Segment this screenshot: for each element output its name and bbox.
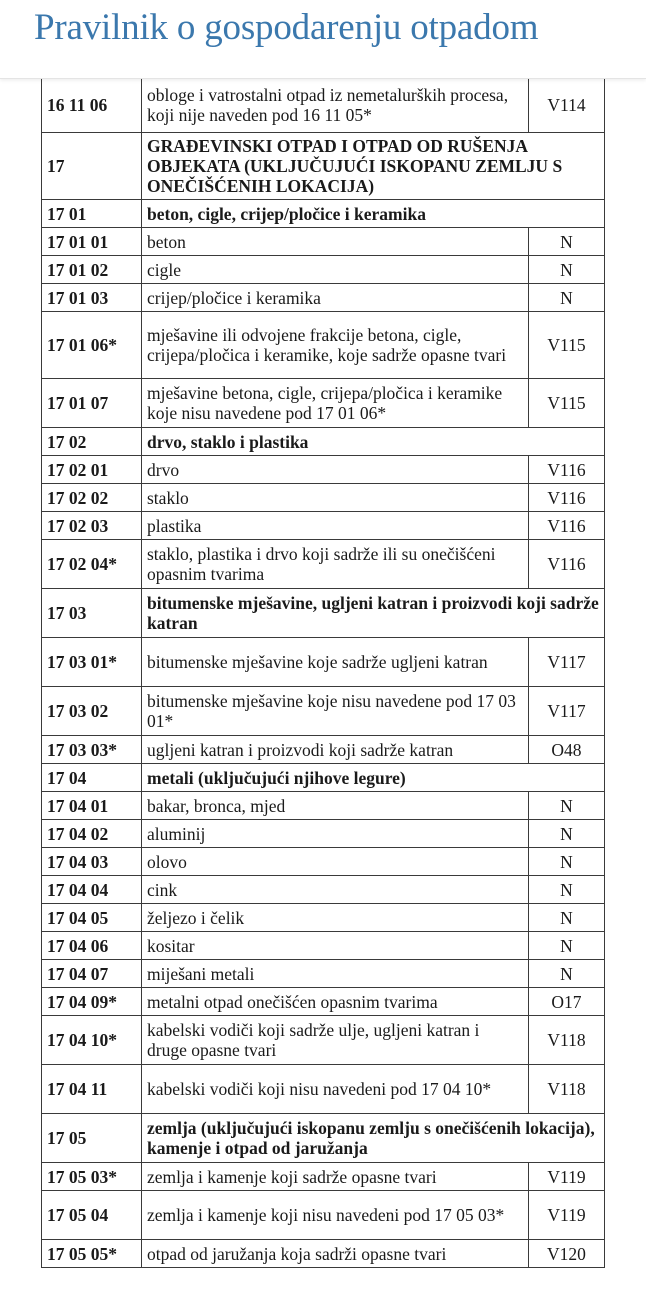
table-row (42, 1065, 605, 1114)
waste-code: 17 02 02 (42, 484, 142, 512)
waste-designation: V114 (529, 65, 605, 133)
waste-description: crijep/pločice i keramika (142, 284, 529, 312)
waste-designation: V119 (529, 1163, 605, 1191)
waste-code: 17 03 (42, 589, 142, 638)
table-row (42, 456, 605, 484)
waste-code: 17 04 03 (42, 848, 142, 876)
waste-designation: N (529, 876, 605, 904)
waste-code: 17 03 01* (42, 638, 142, 687)
waste-code: 17 01 (42, 200, 142, 228)
waste-description: željezo i čelik (142, 904, 529, 932)
waste-code: 17 04 04 (42, 876, 142, 904)
waste-code: 17 05 (42, 1114, 142, 1163)
waste-code: 17 05 05* (42, 1240, 142, 1268)
waste-designation: N (529, 792, 605, 820)
waste-description: GRAĐEVINSKI OTPAD I OTPAD OD RUŠENJA OBJEKATA (UKLJUČUJUĆI ISKOPANU ZEMLJU S ONEČIŠĆENIH LOKACIJA) (142, 133, 605, 200)
waste-description: kabelski vodiči koji sadrže ulje, ugljeni katran i druge opasne tvari (142, 1016, 529, 1065)
table-row (42, 312, 605, 379)
waste-designation: V117 (529, 687, 605, 736)
waste-code: 17 03 03* (42, 736, 142, 764)
waste-code: 17 04 07 (42, 960, 142, 988)
table-group-row (42, 133, 605, 200)
waste-description: otpad od jaružanja koja sadrži opasne tvari (142, 1240, 529, 1268)
table-group-row (42, 200, 605, 228)
waste-code: 17 02 03 (42, 512, 142, 540)
waste-code: 17 04 06 (42, 932, 142, 960)
table-group-row (42, 1114, 605, 1163)
waste-code: 17 01 06* (42, 312, 142, 379)
table-row (42, 960, 605, 988)
waste-description: mješavine betona, cigle, crijepa/pločica i keramike koje nisu navedene pod 17 01 06* (142, 379, 529, 428)
table-group-row (42, 589, 605, 638)
waste-catalogue-table-container (41, 64, 605, 1268)
waste-description: bakar, bronca, mjed (142, 792, 529, 820)
waste-description: drvo, staklo i plastika (142, 428, 605, 456)
waste-designation: N (529, 904, 605, 932)
waste-designation: O17 (529, 988, 605, 1016)
waste-code: 17 02 01 (42, 456, 142, 484)
waste-code: 17 04 05 (42, 904, 142, 932)
waste-description: staklo, plastika i drvo koji sadrže ili su onečišćeni opasnim tvarima (142, 540, 529, 589)
waste-description: metali (uključujući njihove legure) (142, 764, 605, 792)
table-row (42, 512, 605, 540)
waste-description: bitumenske mješavine, ugljeni katran i proizvodi koji sadrže katran (142, 589, 605, 638)
waste-code: 16 11 06 (42, 65, 142, 133)
waste-designation: N (529, 848, 605, 876)
table-row (42, 876, 605, 904)
table-row (42, 687, 605, 736)
waste-designation: N (529, 228, 605, 256)
waste-description: cigle (142, 256, 529, 284)
waste-code: 17 04 02 (42, 820, 142, 848)
waste-designation: N (529, 820, 605, 848)
table-row (42, 932, 605, 960)
waste-designation: V118 (529, 1065, 605, 1114)
waste-code: 17 02 (42, 428, 142, 456)
table-row (42, 228, 605, 256)
table-row (42, 848, 605, 876)
waste-designation: V118 (529, 1016, 605, 1065)
waste-description: bitumenske mješavine koje sadrže ugljeni katran (142, 638, 529, 687)
waste-designation: V116 (529, 540, 605, 589)
waste-code: 17 05 03* (42, 1163, 142, 1191)
waste-designation: N (529, 256, 605, 284)
waste-code: 17 01 01 (42, 228, 142, 256)
waste-description: kositar (142, 932, 529, 960)
waste-designation: N (529, 284, 605, 312)
waste-description: metalni otpad onečišćen opasnim tvarima (142, 988, 529, 1016)
waste-code: 17 04 09* (42, 988, 142, 1016)
table-row (42, 1191, 605, 1240)
waste-description: cink (142, 876, 529, 904)
table-row (42, 988, 605, 1016)
waste-designation: V120 (529, 1240, 605, 1268)
waste-designation: N (529, 932, 605, 960)
waste-description: aluminij (142, 820, 529, 848)
waste-designation: V116 (529, 484, 605, 512)
waste-code: 17 01 02 (42, 256, 142, 284)
waste-code: 17 03 02 (42, 687, 142, 736)
waste-designation: V116 (529, 512, 605, 540)
table-row (42, 792, 605, 820)
table-group-row (42, 764, 605, 792)
waste-code: 17 04 01 (42, 792, 142, 820)
waste-description: plastika (142, 512, 529, 540)
waste-description: olovo (142, 848, 529, 876)
waste-description: beton (142, 228, 529, 256)
waste-description: beton, cigle, crijep/pločice i keramika (142, 200, 605, 228)
table-row (42, 540, 605, 589)
waste-code: 17 (42, 133, 142, 200)
table-row (42, 1016, 605, 1065)
waste-description: staklo (142, 484, 529, 512)
waste-description: ugljeni katran i proizvodi koji sadrže katran (142, 736, 529, 764)
table-row (42, 820, 605, 848)
waste-designation: O48 (529, 736, 605, 764)
waste-description: zemlja (uključujući iskopanu zemlju s onečišćenih lokacija), kamenje i otpad od jaružanja (142, 1114, 605, 1163)
page-header (0, 0, 646, 79)
table-row (42, 1163, 605, 1191)
table-row (42, 904, 605, 932)
waste-designation: V115 (529, 312, 605, 379)
table-body (42, 65, 605, 1268)
waste-code: 17 05 04 (42, 1191, 142, 1240)
waste-description: mješavine ili odvojene frakcije betona, cigle, crijepa/pločica i keramike, koje sadrže opasne tvari (142, 312, 529, 379)
waste-designation: N (529, 960, 605, 988)
waste-description: drvo (142, 456, 529, 484)
waste-designation: V119 (529, 1191, 605, 1240)
waste-description: miješani metali (142, 960, 529, 988)
waste-code: 17 01 07 (42, 379, 142, 428)
waste-designation: V115 (529, 379, 605, 428)
waste-code: 17 04 11 (42, 1065, 142, 1114)
table-row (42, 284, 605, 312)
table-row (42, 1240, 605, 1268)
waste-code: 17 01 03 (42, 284, 142, 312)
waste-catalogue-table (41, 64, 605, 1268)
waste-code: 17 02 04* (42, 540, 142, 589)
table-row (42, 379, 605, 428)
waste-description: kabelski vodiči koji nisu navedeni pod 17 04 10* (142, 1065, 529, 1114)
waste-description: obloge i vatrostalni otpad iz nemetalurških procesa, koji nije naveden pod 16 11 05* (142, 65, 529, 133)
waste-description: zemlja i kamenje koji sadrže opasne tvari (142, 1163, 529, 1191)
waste-code: 17 04 (42, 764, 142, 792)
waste-code: 17 04 10* (42, 1016, 142, 1065)
table-row (42, 256, 605, 284)
waste-description: zemlja i kamenje koji nisu navedeni pod 17 05 03* (142, 1191, 529, 1240)
waste-designation: V116 (529, 456, 605, 484)
table-row (42, 638, 605, 687)
waste-designation: V117 (529, 638, 605, 687)
table-group-row (42, 428, 605, 456)
page-title: Pravilnik o gospodarenju otpadom (34, 7, 539, 48)
waste-description: bitumenske mješavine koje nisu navedene pod 17 03 01* (142, 687, 529, 736)
table-row (42, 736, 605, 764)
table-row (42, 484, 605, 512)
